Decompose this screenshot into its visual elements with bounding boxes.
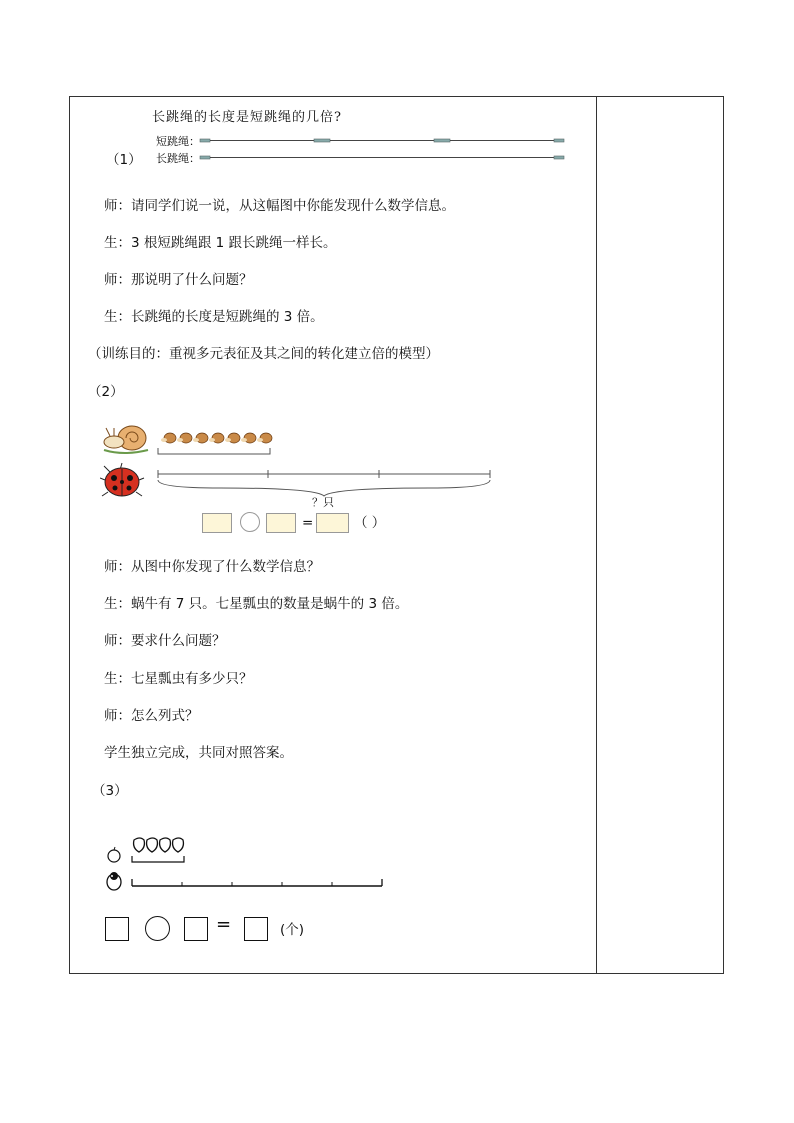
penguin-icon: [107, 872, 121, 890]
strawberry-bracket: [132, 856, 184, 862]
equation-blank-box[interactable]: [202, 513, 232, 533]
dialogue1-line: 师：请同学们说一说，从这幅图中你能发现什么数学信息。: [104, 198, 455, 214]
short-rope-label: 短跳绳：: [156, 135, 200, 148]
unit-paren: （ ）: [354, 515, 386, 531]
equals-sign: =: [302, 515, 314, 531]
q3-number: （3）: [92, 783, 128, 799]
strawberry-row: [134, 838, 184, 852]
ladybug-segment-line: [158, 470, 490, 478]
operator-blank-circle[interactable]: [240, 512, 260, 532]
equation-blank-box[interactable]: [266, 513, 296, 533]
equation-result-box[interactable]: [316, 513, 349, 533]
ladybug-icon: [100, 463, 144, 496]
dialogue2-line: 学生独立完成，共同对照答案。: [104, 745, 293, 761]
q2-number: （2）: [88, 384, 124, 400]
dialogue2-line: 生：七星瓢虫有多少只？: [104, 671, 253, 687]
snail-bracket: [158, 448, 270, 454]
q1-number: （1）: [106, 152, 142, 168]
unit-label: (个): [280, 922, 305, 938]
dialogue1-line: 生：3 根短跳绳跟 1 跟长跳绳一样长。: [104, 235, 337, 251]
equals-sign: =: [216, 914, 232, 935]
snail-ladybug-diagram: [100, 420, 500, 510]
dialogue2-line: 师：从图中你发现了什么数学信息？: [104, 559, 320, 575]
long-rope: [200, 156, 564, 159]
equation-result-box[interactable]: [244, 917, 268, 941]
apple-penguin-diagram: [100, 832, 400, 892]
question-mark-label: ？只: [312, 496, 334, 509]
snail-row: [161, 433, 272, 443]
rope-diagram: [198, 134, 568, 164]
equation-blank-box[interactable]: [105, 917, 129, 941]
dialogue1-line: 生：长跳绳的长度是短跳绳的 3 倍。: [104, 309, 324, 325]
column-divider: [596, 97, 597, 973]
dialogue2-line: 生：蜗牛有 7 只。七星瓢虫的数量是蜗牛的 3 倍。: [104, 596, 409, 612]
apple-icon: [108, 847, 120, 862]
snail-icon: [104, 426, 148, 453]
penguin-segment-line: [132, 879, 382, 886]
short-ropes: [200, 139, 564, 142]
long-rope-label: 长跳绳：: [156, 152, 200, 165]
training-goal-note: （训练目的：重视多元表征及其之间的转化建立倍的模型）: [88, 346, 439, 362]
dialogue2-line: 师：怎么列式？: [104, 708, 199, 724]
dialogue2-line: 师：要求什么问题？: [104, 633, 226, 649]
operator-blank-circle[interactable]: [145, 916, 170, 941]
equation-blank-box[interactable]: [184, 917, 208, 941]
dialogue1-line: 师：那说明了什么问题？: [104, 272, 253, 288]
q1-title: 长跳绳的长度是短跳绳的几倍?: [152, 110, 342, 125]
